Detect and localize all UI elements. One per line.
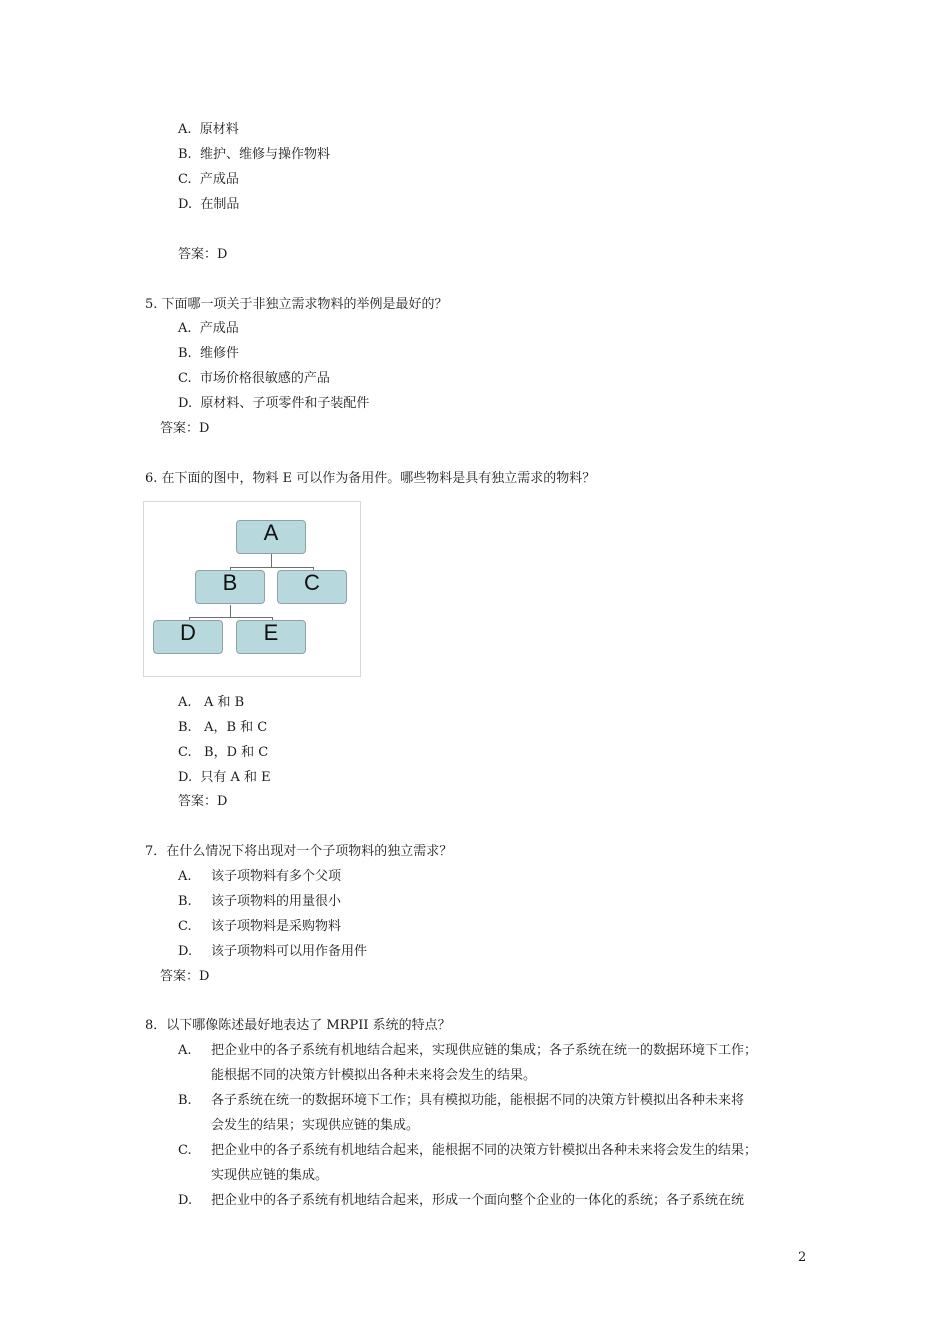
q8-option-c: C. 把企业中的各子系统有机地结合起来，能根据不同的决策方针模拟出各种未来将会发生的结果； [178,1143,758,1158]
q5-option-a: A. 产成品 [178,321,239,336]
q5-option-b: B. 维修件 [178,346,239,361]
q7-option-d: D. 该子项物料可以用作备用件 [178,944,368,959]
q4-option-d: D. 在制品 [178,197,240,212]
node-e: E [236,620,306,654]
q8-option-b: B. 各子系统在统一的数据环境下工作；具有模拟功能，能根据不同的决策方针模拟出各种未来将 [178,1093,745,1108]
q6-option-c: C. B，D 和 C [178,745,269,760]
q4-option-a: A. 原材料 [178,122,239,137]
q6-option-b: B. A，B 和 C [178,720,268,735]
q6-option-d: D. 只有 A 和 E [178,770,271,785]
q4-answer: 答案：D [178,247,228,262]
q8-option-d: D. 把企业中的各子系统有机地结合起来，形成一个面向整个企业的一体化的系统；各子系统在统 [178,1193,745,1208]
page-number: 2 [798,1250,807,1265]
q7-option-b: B. 该子项物料的用量很小 [178,894,342,909]
node-d: D [153,620,223,654]
q5-question: 5. 下面哪一项关于非独立需求物料的举例是最好的？ [145,297,448,312]
q6-question: 6. 在下面的图中，物料 E 可以作为备用件。哪些物料是具有独立需求的物料？ [145,471,596,486]
q5-option-c: C. 市场价格很敏感的产品 [178,371,330,386]
q7-option-c: C. 该子项物料是采购物料 [178,919,342,934]
bom-tree-diagram [143,501,361,677]
q7-question: 7．在什么情况下将出现对一个子项物料的独立需求？ [145,844,453,859]
q6-answer: 答案：D [178,794,228,809]
q8-option-c-cont: 实现供应链的集成。 [211,1168,329,1183]
node-b: B [195,570,265,604]
q8-option-b-cont: 会发生的结果；实现供应链的集成。 [211,1118,420,1133]
q4-option-b: B. 维护、维修与操作物料 [178,147,330,162]
q7-answer: 答案：D [160,969,210,984]
q7-option-a: A. 该子项物料有多个父项 [178,869,342,884]
q5-answer: 答案：D [160,421,210,436]
q8-question: 8．以下哪像陈述最好地表达了 MRPII 系统的特点？ [145,1018,451,1033]
q4-option-c: C. 产成品 [178,172,239,187]
q5-option-d: D. 原材料、子项零件和子装配件 [178,396,370,411]
q8-option-a: A. 把企业中的各子系统有机地结合起来，实现供应链的集成；各子系统在统一的数据环境下工作； [178,1043,758,1058]
node-a: A [236,520,306,554]
q8-option-a-cont: 能根据不同的决策方针模拟出各种未来将会发生的结果。 [211,1068,537,1083]
q6-option-a: A. A 和 B [178,695,245,710]
node-c: C [277,570,347,604]
